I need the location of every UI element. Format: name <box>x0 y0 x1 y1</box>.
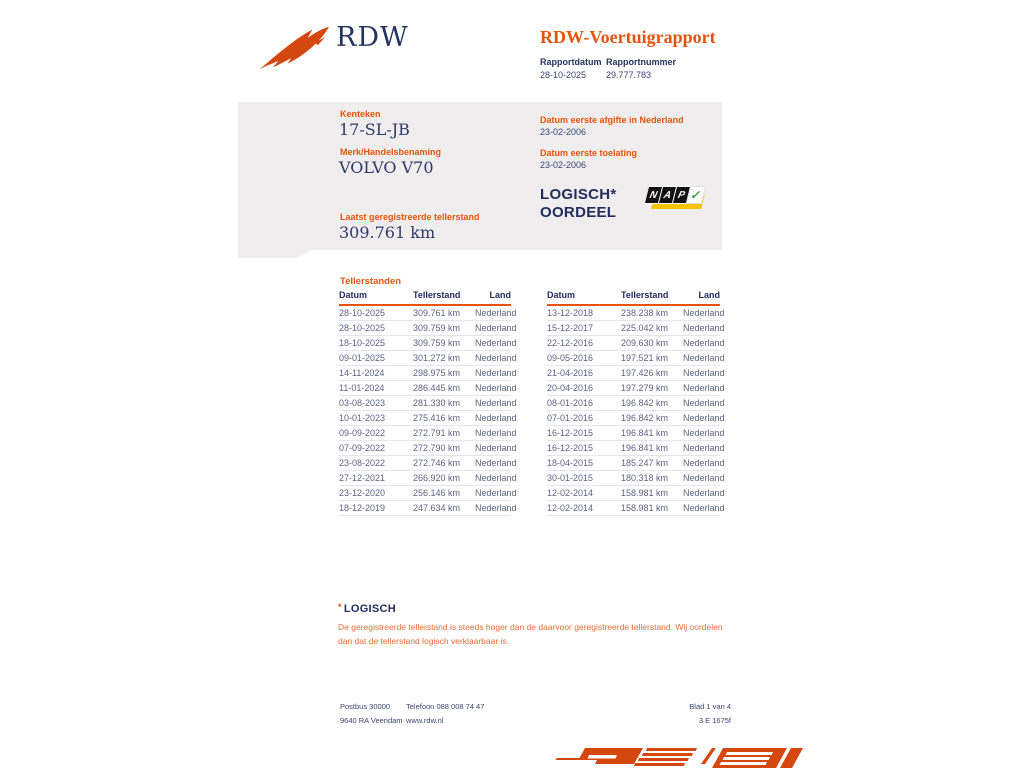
odometer-table-right <box>547 290 725 516</box>
asterisk-mark: * <box>338 602 342 612</box>
nap-logo <box>646 185 704 211</box>
table-header-row <box>547 290 720 305</box>
table-row: 28-10-2025 309.761 km Nederland <box>339 305 511 321</box>
report-number-label: Rapportnummer <box>606 57 677 67</box>
table-header-row <box>339 290 511 305</box>
column-header: Datum <box>547 290 621 305</box>
table-row: 09-05-2016 197.521 km Nederland <box>547 351 720 366</box>
footer-form-code: 3 E 1675f <box>698 715 731 725</box>
footer-postbus: Postbus 30000 <box>340 702 391 711</box>
table-row: 12-02-2014 158.981 km Nederland <box>547 486 720 501</box>
nap-letter-a: A <box>658 186 677 204</box>
nap-letter-n: N <box>644 186 663 204</box>
table-row: 09-09-2022 272.791 km Nederland <box>339 426 511 441</box>
table-row: 16-12-2015 196.841 km Nederland <box>547 441 720 456</box>
logisch-note-text: De geregistreerde tellerstand is steeds hoger dan de daarvoor geregistreerde tellerstand. Wij oordelen dan dat de tellerstand logisch verklaarbaar is. <box>338 622 723 646</box>
table-row: 28-10-2025 309.759 km Nederland <box>339 321 511 336</box>
report-date-label: Rapportdatum <box>540 57 602 67</box>
merk-value: VOLVO V70 <box>339 158 434 177</box>
footer-contact <box>406 700 484 727</box>
footer-city: 9640 RA Veendam <box>340 715 403 725</box>
table-row: 09-01-2025 301.272 km Nederland <box>339 351 511 366</box>
rdw-feather-icon <box>256 26 332 70</box>
merk-label: Merk/Handelsbenaming <box>340 147 442 157</box>
tellerstand-value: 309.761 km <box>339 223 436 242</box>
tellerstand-label: Laatst geregistreerde tellerstand <box>340 212 480 222</box>
rdw-footer-graphic <box>545 744 803 768</box>
footer-page-number: Blad 1 van 4 <box>689 702 731 711</box>
footer-phone: Telefoon 088 008 74 47 <box>406 702 485 711</box>
footer-address <box>340 700 403 727</box>
table-row: 18-10-2025 309.759 km Nederland <box>339 336 511 351</box>
logisch-note <box>338 602 734 648</box>
oordeel-line2: OORDEEL <box>540 204 617 221</box>
document-title: RDW-Voertuigrapport <box>540 27 716 47</box>
column-header: Datum <box>339 290 413 305</box>
footer-page-info <box>600 700 731 727</box>
column-header: Tellerstand <box>413 290 475 305</box>
column-header: Land <box>683 290 720 305</box>
logisch-note-heading <box>338 602 734 615</box>
toelating-label: Datum eerste toelating <box>540 148 638 158</box>
table-row: 15-12-2017 225.042 km Nederland <box>547 321 720 336</box>
table-row: 27-12-2021 266.920 km Nederland <box>339 471 511 486</box>
table-row: 30-01-2015 180.318 km Nederland <box>547 471 720 486</box>
column-header: Land <box>475 290 511 305</box>
kenteken-value: 17-SL-JB <box>339 120 410 139</box>
tellerstanden-title: Tellerstanden <box>340 276 402 287</box>
nap-check-icon: ✓ <box>686 186 706 204</box>
table-row: 18-12-2019 247.634 km Nederland <box>339 501 511 516</box>
kenteken-label: Kenteken <box>340 109 381 119</box>
table-row: 18-04-2015 185.247 km Nederland <box>547 456 720 471</box>
table-row: 20-04-2016 197.279 km Nederland <box>547 381 720 396</box>
toelating-value: 23-02-2006 <box>540 160 587 170</box>
report-number-value: 29.777.783 <box>606 70 652 80</box>
table-row: 22-12-2016 209.630 km Nederland <box>547 336 720 351</box>
report-date-block <box>540 57 602 80</box>
table-row: 14-11-2024 298.975 km Nederland <box>339 366 511 381</box>
footer-website-link[interactable]: www.rdw.nl <box>406 715 444 725</box>
oordeel-text <box>540 186 617 222</box>
afgifte-label: Datum eerste afgifte in Nederland <box>540 115 684 125</box>
table-row: 23-12-2020 256.146 km Nederland <box>339 486 511 501</box>
table-row: 23-08-2022 272.746 km Nederland <box>339 456 511 471</box>
report-number-block <box>606 57 676 80</box>
table-row: 07-01-2016 196.842 km Nederland <box>547 411 720 426</box>
table-row: 12-02-2014 158.981 km Nederland <box>547 501 720 516</box>
nap-letter-p: P <box>672 186 691 204</box>
table-row: 10-01-2023 275.416 km Nederland <box>339 411 511 426</box>
table-row: 11-01-2024 286.445 km Nederland <box>339 381 511 396</box>
oordeel-line1: LOGISCH* <box>540 186 617 203</box>
table-row: 13-12-2018 238.238 km Nederland <box>547 305 720 321</box>
table-row: 08-01-2016 196.842 km Nederland <box>547 396 720 411</box>
panel-tail-shape <box>238 250 312 258</box>
table-row: 07-09-2022 272.790 km Nederland <box>339 441 511 456</box>
column-header: Tellerstand <box>621 290 683 305</box>
logisch-note-title: LOGISCH <box>343 603 397 615</box>
table-row: 21-04-2016 197.426 km Nederland <box>547 366 720 381</box>
rdw-logo-text: RDW <box>336 22 409 53</box>
afgifte-value: 23-02-2006 <box>540 127 587 137</box>
report-date-value: 28-10-2025 <box>540 70 587 80</box>
table-row: 16-12-2015 196.841 km Nederland <box>547 426 720 441</box>
odometer-table-left <box>339 290 517 516</box>
table-row: 03-08-2023 281.330 km Nederland <box>339 396 511 411</box>
